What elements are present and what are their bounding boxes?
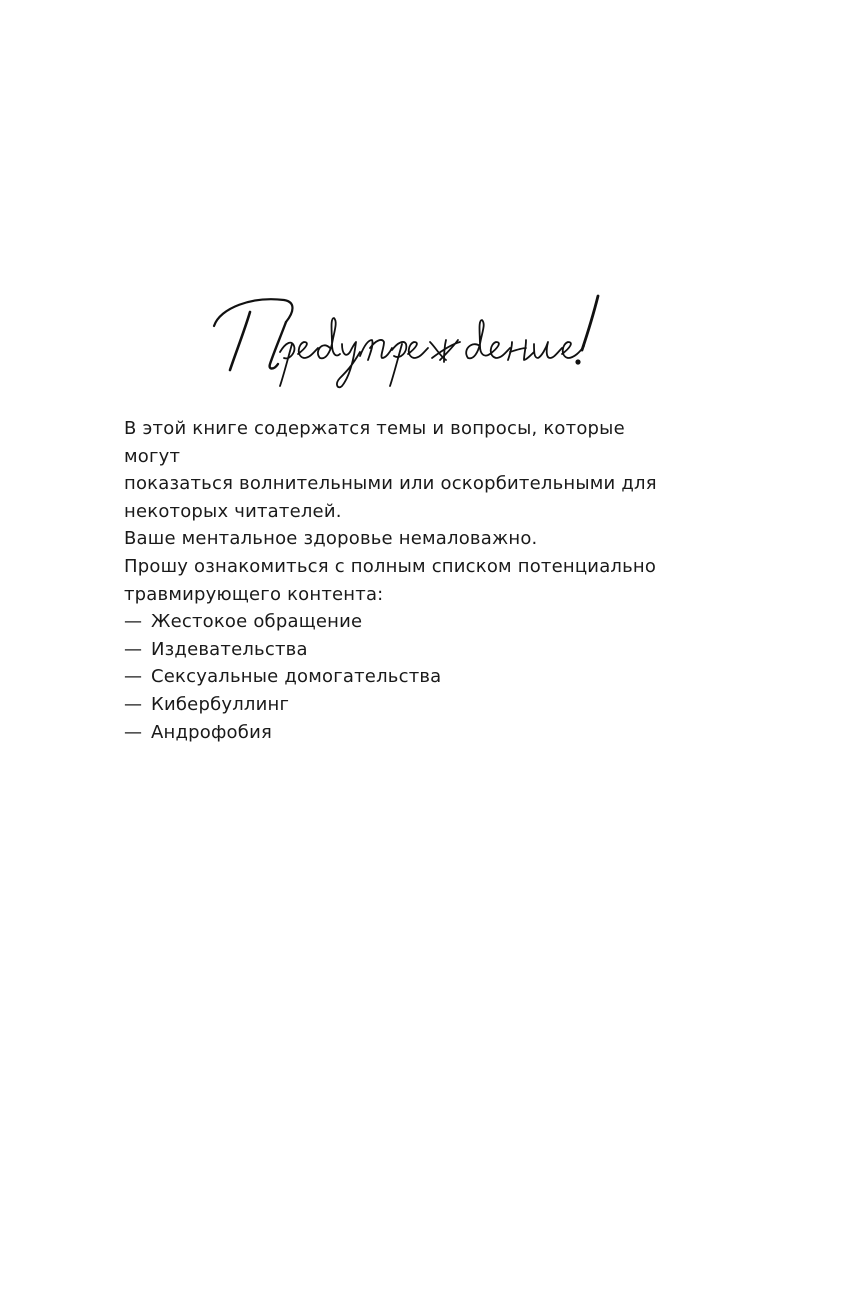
intro-line-1: В этой книге содержатся темы и вопросы, которые могут (124, 418, 625, 467)
intro-line-6: травмирующего контента: (124, 583, 384, 605)
list-item (124, 719, 664, 747)
intro-line-2: показаться волнительными или оскорбительными для (124, 473, 657, 495)
intro-line-4: Ваше ментальное здоровье немаловажно. (124, 528, 538, 550)
warning-body (124, 415, 664, 746)
intro-line-5: Прошу ознакомиться с полным списком потенциально (124, 555, 657, 577)
list-dash: — (124, 666, 143, 688)
list-item (124, 636, 664, 664)
intro-line-3: некоторых читателей. (124, 500, 342, 522)
list-item (124, 691, 664, 719)
handwritten-title-art (200, 282, 620, 392)
list-dash: — (124, 611, 143, 633)
list-dash: — (124, 721, 143, 743)
list-item-text: Андрофобия (151, 721, 272, 743)
list-item (124, 663, 664, 691)
list-item-text: Издевательства (151, 638, 308, 660)
list-item-text: Жестокое обращение (151, 611, 363, 633)
warning-title (200, 282, 620, 392)
list-item-text: Сексуальные домогательства (151, 666, 442, 688)
list-dash: — (124, 638, 143, 660)
list-dash: — (124, 693, 143, 715)
list-item-text: Кибербуллинг (151, 693, 290, 715)
content-warning-list (124, 608, 664, 746)
list-item (124, 608, 664, 636)
